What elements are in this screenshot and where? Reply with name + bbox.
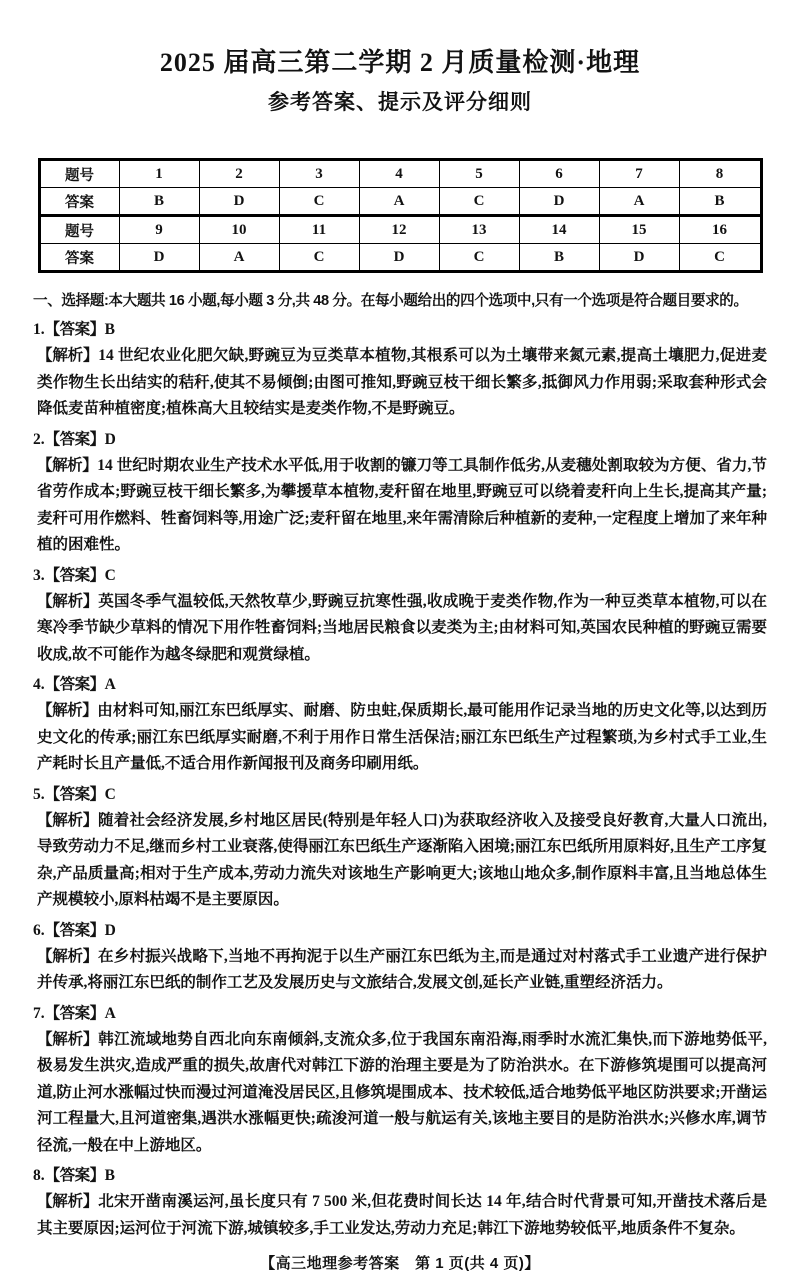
question-6-analysis	[37, 944, 767, 997]
answer-cell: C	[439, 244, 519, 272]
answer-cell: B	[679, 188, 761, 216]
question-2-answer-line	[33, 427, 767, 453]
answer-label: 【答案】	[44, 785, 105, 803]
question-number: 5.	[33, 785, 45, 803]
question-number: 6.	[33, 921, 45, 939]
question-number-cell: 10	[199, 216, 279, 244]
answer-cell: B	[519, 244, 599, 272]
question-number: 4.	[33, 676, 45, 693]
table-row-answers-1	[39, 188, 761, 216]
analysis-text: 韩江流域地势自西北向东南倾斜,支流众多,位于我国东南沿海,雨季时水流汇集快,而下游地势低平,极易发生洪灾,造成严重的损失,故唐代对韩江下游的治理主要是为了防治洪水。在下游修筑堤围可以提高河道,防止河水涨幅过快而漫过河道淹没居民区,且修筑堤围成本、技术较低,适合地势低平地区防洪要求;开凿运河工程量大,且河道密集,遇洪水涨幅更快;疏浚河道一般与航运有关,该地主要目的是防治洪水;兴修水库,调节径流,一般在中上游地区。	[37, 1030, 767, 1154]
page-footer: 【高三地理参考答案 第 1 页(共 4 页)】	[260, 1255, 540, 1272]
question-number-cell: 13	[439, 216, 519, 244]
question-number: 8.	[33, 1167, 45, 1184]
question-number-cell: 11	[279, 216, 359, 244]
question-number-cell: 16	[679, 216, 761, 244]
table-row-question-numbers-2	[39, 216, 761, 244]
answer-cell: D	[519, 188, 599, 216]
question-number-cell: 7	[599, 160, 679, 188]
answer-label: 【答案】	[44, 1004, 105, 1022]
answer-letter: B	[104, 1167, 115, 1184]
answer-label: 【答案】	[44, 430, 105, 448]
question-1-block	[33, 317, 767, 423]
answer-cell: D	[599, 244, 679, 272]
question-number: 7.	[33, 1004, 45, 1022]
row-label-cell: 题号	[39, 160, 119, 188]
row-label-cell: 题号	[39, 216, 119, 244]
answer-label: 【答案】	[44, 321, 105, 338]
answer-cell: D	[199, 188, 279, 216]
answer-letter: C	[104, 566, 116, 584]
exam-subtitle: 参考答案、提示及评分细则	[268, 90, 532, 114]
answer-cell: C	[679, 244, 761, 272]
analysis-label: 【解析】	[37, 1030, 99, 1048]
question-number: 2.	[33, 430, 45, 448]
question-1-analysis	[37, 343, 767, 423]
analysis-label: 【解析】	[37, 1193, 99, 1210]
question-5-answer-line	[33, 782, 767, 808]
answer-cell: D	[119, 244, 199, 272]
answer-label: 【答案】	[44, 676, 105, 693]
question-4-answer-line	[33, 672, 767, 698]
answer-letter: D	[104, 921, 116, 939]
section-heading: 一、选择题:本大题共 16 小题,每小题 3 分,共 48 分。在每小题给出的四个选项中,只有一个选项是符合题目要求的。	[33, 293, 748, 309]
analysis-label: 【解析】	[37, 592, 99, 610]
answer-letter: C	[104, 785, 116, 803]
question-number: 1.	[33, 321, 45, 338]
analysis-label: 【解析】	[37, 347, 99, 364]
analysis-text: 英国冬季气温较低,天然牧草少,野豌豆抗寒性强,收成晚于麦类作物,作为一种豆类草本植物,可以在寒冷季节缺少草料的情况下用作牲畜饲料;当地居民粮食以麦类为主;由材料可知,英国农民种植的野豌豆需要收成,故不可能作为越冬绿肥和观赏绿植。	[37, 592, 767, 663]
question-2-block	[33, 427, 767, 559]
answer-label: 【答案】	[44, 566, 105, 584]
table-row-answers-2	[39, 244, 761, 272]
question-1-answer-line	[33, 317, 767, 343]
question-number-cell: 5	[439, 160, 519, 188]
answer-cell: C	[279, 188, 359, 216]
exam-title: 2025 届高三第二学期 2 月质量检测·地理	[159, 48, 641, 77]
question-5-analysis	[37, 808, 767, 914]
question-8-analysis	[37, 1189, 767, 1242]
answer-letter: B	[104, 321, 115, 338]
question-number-cell: 15	[599, 216, 679, 244]
question-number-cell: 3	[279, 160, 359, 188]
row-label-cell: 答案	[39, 188, 119, 216]
answer-cell: B	[119, 188, 199, 216]
answer-cell: D	[359, 244, 439, 272]
question-number: 3.	[33, 566, 45, 584]
answer-label: 【答案】	[44, 1167, 105, 1184]
analysis-text: 北宋开凿南溪运河,虽长度只有 7 500 米,但花费时间长达 14 年,结合时代背景可知,开凿技术落后是其主要原因;运河位于河流下游,城镇较多,手工业发达,劳动力充足;韩江下游地势较低平,地质条件不复杂。	[37, 1193, 767, 1237]
question-4-block	[33, 672, 767, 778]
answer-label: 【答案】	[44, 921, 105, 939]
question-7-answer-line	[33, 1001, 767, 1027]
question-6-block	[33, 918, 767, 997]
question-number-cell: 1	[119, 160, 199, 188]
analysis-text: 在乡村振兴战略下,当地不再拘泥于以生产丽江东巴纸为主,而是通过对村落式手工业遗产进行保护并传承,将丽江东巴纸的制作工艺及发展历史与文旅结合,发展文创,延长产业链,重塑经济活力。	[37, 947, 767, 991]
answer-cell: A	[199, 244, 279, 272]
question-number-cell: 14	[519, 216, 599, 244]
answer-cell: A	[359, 188, 439, 216]
question-number-cell: 9	[119, 216, 199, 244]
answer-cell: C	[279, 244, 359, 272]
question-4-analysis	[37, 698, 767, 778]
table-row-question-numbers-1	[39, 160, 761, 188]
answer-key-table	[38, 158, 763, 273]
question-number-cell: 2	[199, 160, 279, 188]
question-2-analysis	[37, 453, 767, 559]
question-8-answer-line	[33, 1163, 767, 1189]
answer-cell: C	[439, 188, 519, 216]
question-number-cell: 6	[519, 160, 599, 188]
analysis-text: 由材料可知,丽江东巴纸厚实、耐磨、防虫蛀,保质期长,最可能用作记录当地的历史文化等,以达到历史文化的传承;丽江东巴纸厚实耐磨,不利于用作日常生活保洁;丽江东巴纸生产过程繁琐,为乡村式手工业,生产耗时长且产量低,不适合用作新闻报刊及商务印刷用纸。	[37, 702, 767, 772]
row-label-cell: 答案	[39, 244, 119, 272]
question-7-block	[33, 1001, 767, 1160]
question-3-analysis	[37, 589, 767, 669]
question-6-answer-line	[33, 918, 767, 944]
question-number-cell: 8	[679, 160, 761, 188]
question-number-cell: 12	[359, 216, 439, 244]
question-7-analysis	[37, 1027, 767, 1160]
question-number-cell: 4	[359, 160, 439, 188]
question-3-block	[33, 563, 767, 669]
answer-letter: A	[104, 676, 116, 693]
analysis-label: 【解析】	[37, 811, 99, 829]
analysis-text: 14 世纪时期农业生产技术水平低,用于收割的镰刀等工具制作低劣,从麦穗处割取较为方便、省力,节省劳作成本;野豌豆枝干细长繁多,为攀援草本植物,麦秆留在地里,野豌豆可以绕着麦秆向上生长,提高其产量;麦秆可用作燃料、牲畜饲料等,用途广泛;麦秆留在地里,来年需清除后种植新的麦种,一定程度上增加了来年种植的困难性。	[37, 456, 767, 553]
analysis-label: 【解析】	[37, 456, 98, 474]
answer-letter: D	[104, 430, 116, 448]
question-3-answer-line	[33, 563, 767, 589]
answer-cell: A	[599, 188, 679, 216]
analysis-label: 【解析】	[37, 947, 98, 965]
question-5-block	[33, 782, 767, 914]
analysis-label: 【解析】	[37, 702, 98, 719]
answer-letter: A	[104, 1004, 116, 1022]
question-8-block	[33, 1163, 767, 1242]
analysis-text: 随着社会经济发展,乡村地区居民(特别是年轻人口)为获取经济收入及接受良好教育,大量人口流出,导致劳动力不足,继而乡村工业衰落,使得丽江东巴纸生产逐渐陷入困境;丽江东巴纸所用原料好,且生产工序复杂,产品质量高;相对于生产成本,劳动力流失对该地生产影响更大;该地山地众多,制作原料丰富,且当地总体生产规模较小,原料枯竭不是主要原因。	[37, 811, 767, 908]
analysis-text: 14 世纪农业化肥欠缺,野豌豆为豆类草本植物,其根系可以为土壤带来氮元素,提高土壤肥力,促进麦类作物生长出结实的秸秆,使其不易倾倒;由图可推知,野豌豆枝干细长繁多,抵御风力作用弱;采取套种形式会降低麦苗种植密度;植株高大且较结实是麦类作物,不是野豌豆。	[37, 347, 767, 417]
